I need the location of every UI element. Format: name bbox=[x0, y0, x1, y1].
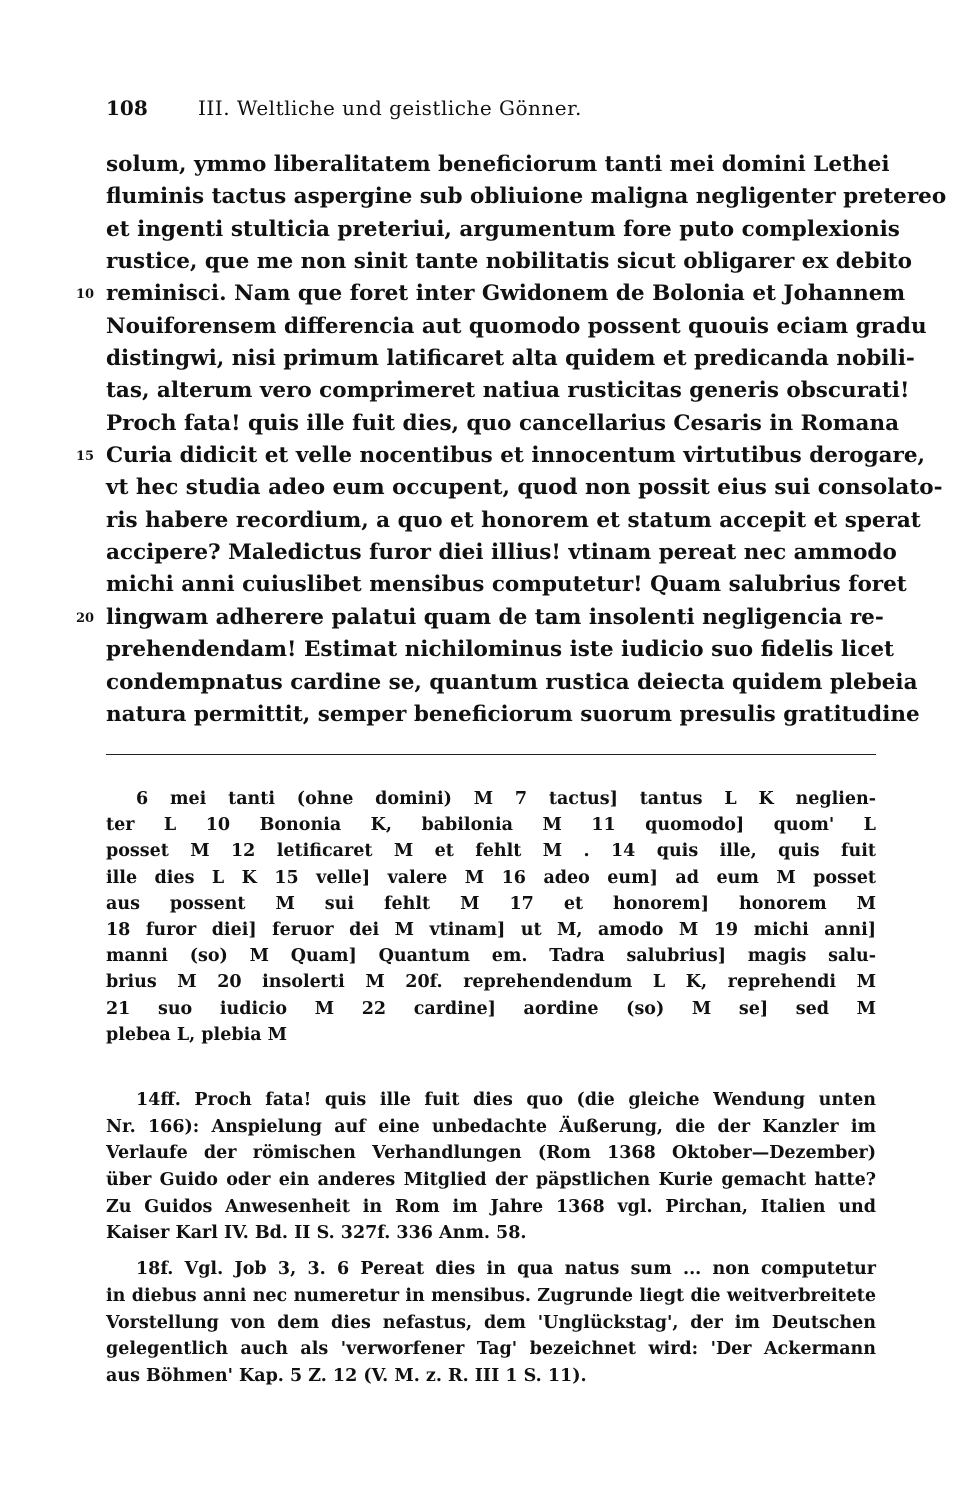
text-line bbox=[106, 375, 910, 407]
text-line bbox=[106, 505, 921, 537]
text-line bbox=[106, 149, 890, 181]
text-line bbox=[106, 214, 900, 246]
line-text: fluminis tactus aspergine sub obliuione maligna negligenter pretereo bbox=[106, 184, 947, 210]
line-text: vt hec studia adeo eum occupent, quod non possit eius sui consolato- bbox=[106, 475, 943, 501]
page-number: 108 bbox=[106, 96, 148, 120]
note-line: Zu Guidos Anwesenheit in Rom im Jahre 1368 vgl. Pirchan, Italien und bbox=[106, 1196, 876, 1217]
text-line bbox=[106, 472, 943, 504]
text-line bbox=[76, 278, 906, 310]
note-gap bbox=[106, 1247, 876, 1256]
note-line: über Guido oder ein anderes Mitglied der päpstlichen Kurie gemacht hatte? bbox=[106, 1170, 876, 1191]
text-line bbox=[106, 408, 900, 440]
line-text: tas, alterum vero comprimeret natiua rusticitas generis obscurati! bbox=[106, 378, 910, 404]
line-text: et ingenti stulticia preteriui, argumentum fore puto complexionis bbox=[106, 216, 900, 242]
line-text: Curia didicit et velle nocentibus et innocentum virtutibus derogare, bbox=[106, 443, 926, 469]
note-line: in diebus anni nec numeretur in mensibus. Zugrunde liegt die weitverbreitete bbox=[106, 1285, 876, 1306]
note-line: Kaiser Karl IV. Bd. II S. 327f. 336 Anm. 58. bbox=[106, 1223, 527, 1244]
line-text: prehendendam! Estimat nichilominus iste iudicio suo fidelis licet bbox=[106, 637, 894, 663]
text-line bbox=[106, 181, 947, 213]
text-line bbox=[106, 667, 918, 699]
line-text: reminisci. Nam que foret inter Gwidonem de Bolonia et Johannem bbox=[106, 281, 906, 307]
line-text: distingwi, nisi primum latificaret alta quidem et predicanda nobili- bbox=[106, 346, 915, 372]
text-line bbox=[106, 699, 920, 731]
line-text: rustice, que me non sinit tante nobilitatis sicut obligarer ex debito bbox=[106, 249, 912, 275]
line-text: solum, ymmo liberalitatem beneficiorum tanti mei domini Lethei bbox=[106, 152, 890, 177]
apparatus-line: ter L 10 Bononia K, babilonia M 11 quomodo] quom' L bbox=[106, 815, 876, 836]
main-text bbox=[76, 149, 947, 731]
text-line bbox=[106, 311, 927, 343]
text-line bbox=[106, 246, 912, 278]
line-text: Proch fata! quis ille fuit dies, quo cancellarius Cesaris in Romana bbox=[106, 410, 900, 436]
note-line: Verlaufe der römischen Verhandlungen (Rom 1368 Oktober—Dezember) bbox=[106, 1143, 876, 1164]
running-header bbox=[106, 96, 876, 124]
apparatus-line: ille dies L K 15 velle] valere M 16 adeo eum] ad eum M posset bbox=[106, 867, 876, 888]
apparatus-line: aus possent M sui fehlt M 17 et honorem] honorem M bbox=[106, 893, 876, 914]
apparatus-line: manni (so) M Quam] Quantum em. Tadra salubrius] magis salu- bbox=[106, 946, 876, 967]
note-line: gelegentlich auch als 'verworfener Tag' bezeichnet wird: 'Der Ackermann bbox=[106, 1339, 876, 1360]
line-text: michi anni cuiuslibet mensibus computetur! Quam salubrius foret bbox=[106, 572, 907, 598]
note-line: aus Böhmen' Kap. 5 Z. 12 (V. M. z. R. III 1 S. 11). bbox=[106, 1365, 587, 1386]
text-line bbox=[106, 537, 897, 569]
commentary-notes bbox=[106, 1087, 876, 1390]
text-line bbox=[106, 343, 915, 375]
note-line: Nr. 166): Anspielung auf eine unbedachte Äußerung, die der Kanzler im bbox=[106, 1116, 876, 1137]
apparatus-line: plebea L, plebia M bbox=[106, 1024, 288, 1045]
critical-apparatus bbox=[106, 786, 876, 1048]
line-text: accipere? Maledictus furor diei illius! vtinam pereat nec ammodo bbox=[106, 540, 897, 566]
apparatus-line: brius M 20 insolerti M 20f. reprehendendum L K, reprehendi M bbox=[106, 972, 876, 993]
line-text: ris habere recordium, a quo et honorem et statum accepit et sperat bbox=[106, 507, 921, 533]
line-text: Nouiforensem differencia aut quomodo possent quouis eciam gradu bbox=[106, 313, 927, 339]
apparatus-line: 6 mei tanti (ohne domini) M 7 tactus] tantus L K neglien- bbox=[136, 789, 876, 809]
line-number: 15 bbox=[76, 449, 95, 465]
apparatus-line: 18 furor diei] feruor dei M vtinam] ut M, amodo M 19 michi anni] bbox=[106, 919, 876, 940]
line-number: 10 bbox=[76, 287, 95, 303]
text-line bbox=[106, 569, 907, 601]
note-line: 18f. Vgl. Job 3, 3. 6 Pereat dies in qua natus sum ... non computetur bbox=[136, 1259, 876, 1280]
line-text: condempnatus cardine se, quantum rustica deiecta quidem plebeia bbox=[106, 669, 918, 695]
apparatus-line: 21 suo iudicio M 22 cardine] aordine (so) M se] sed M bbox=[106, 998, 876, 1019]
running-title: III. Weltliche und geistliche Gönner. bbox=[198, 96, 582, 120]
line-text: lingwam adherere palatui quam de tam insolenti negligencia re- bbox=[106, 604, 884, 630]
line-number: 20 bbox=[76, 610, 95, 626]
note-line: 14ff. Proch fata! quis ille fuit dies quo (die gleiche Wendung unten bbox=[136, 1090, 876, 1110]
line-text: natura permittit, semper beneficiorum suorum presulis gratitudine bbox=[106, 701, 920, 727]
text-line bbox=[76, 440, 926, 472]
text-line bbox=[106, 634, 894, 666]
text-line bbox=[76, 602, 884, 634]
footnote-divider bbox=[106, 754, 876, 755]
apparatus-line: posset M 12 letificaret M et fehlt M . 14 quis ille, quis fuit bbox=[106, 841, 876, 862]
note-line: Vorstellung von dem dies nefastus, dem 'Unglückstag', der im Deutschen bbox=[106, 1312, 876, 1333]
